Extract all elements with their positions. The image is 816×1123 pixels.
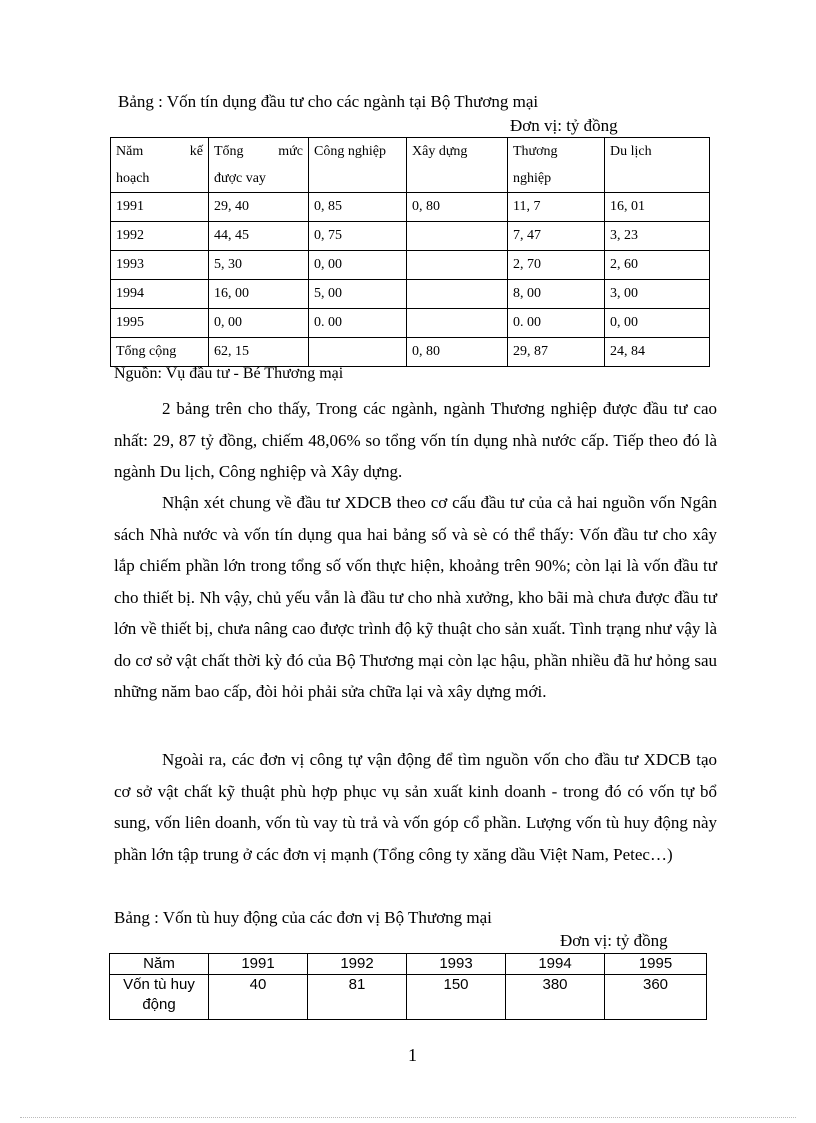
table-row: 1994 16, 00 5, 00 8, 00 3, 00 (111, 280, 710, 309)
table-header-row (111, 138, 710, 193)
self-raised-capital-table (109, 953, 707, 1020)
table-row: 1993 5, 30 0, 00 2, 70 2, 60 (111, 251, 710, 280)
header-commerce: Thương nghiệp (508, 138, 605, 193)
header-total: Tổng mức được vay (209, 138, 309, 193)
paragraph-2: Nhận xét chung về đầu tư XDCB theo cơ cấu đầu tư của cả hai nguồn vốn Ngân sách Nhà nước và vốn tín dụng qua hai bảng số và sè có thể thấy: Vốn đầu tư cho xây lắp chiếm phần lớn trong tổng số vốn thực hiện, khoảng trên 90%; còn lại là vốn đầu tư cho thiết bị. Nh vậy, chủ yếu vẫn là đầu tư cho nhà xưởng, kho bãi mà chưa được đầu tư lớn về thiết bị, chưa nâng cao được trình độ kỹ thuật cho sản xuất. Tình trạng như vậy là do cơ sở vật chất thời kỳ đó của Bộ Thương mại còn lạc hậu, phần nhiều đã hư hỏng sau những năm bao cấp, đòi hỏi phải sửa chữa lại và xây dựng mới. (114, 493, 717, 701)
paragraph-1: 2 bảng trên cho thấy, Trong các ngành, ngành Thương nghiệp được đầu tư cao nhất: 29, 87 tỷ đồng, chiếm 48,06% so tổng vốn tín dụng nhà nước cấp. Tiếp theo đó là ngành Du lịch, Công nghiệp và Xây dựng. (114, 399, 717, 481)
table-header-row: Năm 1991 1992 1993 1994 1995 (110, 954, 707, 975)
table-row: 1991 29, 40 0, 85 0, 80 11, 7 16, 01 (111, 193, 710, 222)
table1-caption: Bảng : Vốn tín dụng đầu tư cho các ngành tại Bộ Thương mại (118, 92, 539, 111)
credit-table (110, 137, 710, 367)
table2-caption: Bảng : Vốn tù huy động của các đơn vị Bộ Thương mại (114, 908, 492, 927)
paragraph-3: Ngoài ra, các đơn vị công tự vận động để tìm nguồn vốn cho đầu tư XDCB tạo cơ sở vật chất kỹ thuật phù hợp phục vụ sản xuất kinh doanh - trong đó có vốn tự bổ sung, vốn liên doanh, vốn tù vay tù trả và vốn góp cổ phần. Lượng vốn tù huy động này phần lớn tập trung ở các đơn vị mạnh (Tổng công ty xăng dầu Việt Nam, Petec…) (114, 750, 717, 864)
page-number: 1 (408, 1045, 417, 1065)
page-bottom-border (20, 1117, 796, 1118)
header-industry: Công nghiệp (309, 138, 407, 193)
header-construction: Xây dựng (407, 138, 508, 193)
header-tourism: Du lịch (605, 138, 710, 193)
table1-unit: Đơn vị: tỷ đồng (510, 116, 618, 135)
table2-unit: Đơn vị: tỷ đồng (560, 931, 668, 950)
table1-source: Nguồn: Vụ đầu tư - Bé Thương mại (114, 365, 344, 382)
table-row: 1995 0, 00 0. 00 0. 00 0, 00 (111, 309, 710, 338)
table-row: 1992 44, 45 0, 75 7, 47 3, 23 (111, 222, 710, 251)
table-row: Vốn tù huy động 40 81 150 380 360 (110, 975, 707, 1020)
table-total-row: Tổng cộng 62, 15 0, 80 29, 87 24, 84 (111, 338, 710, 367)
header-year: Năm kế hoạch (111, 138, 209, 193)
